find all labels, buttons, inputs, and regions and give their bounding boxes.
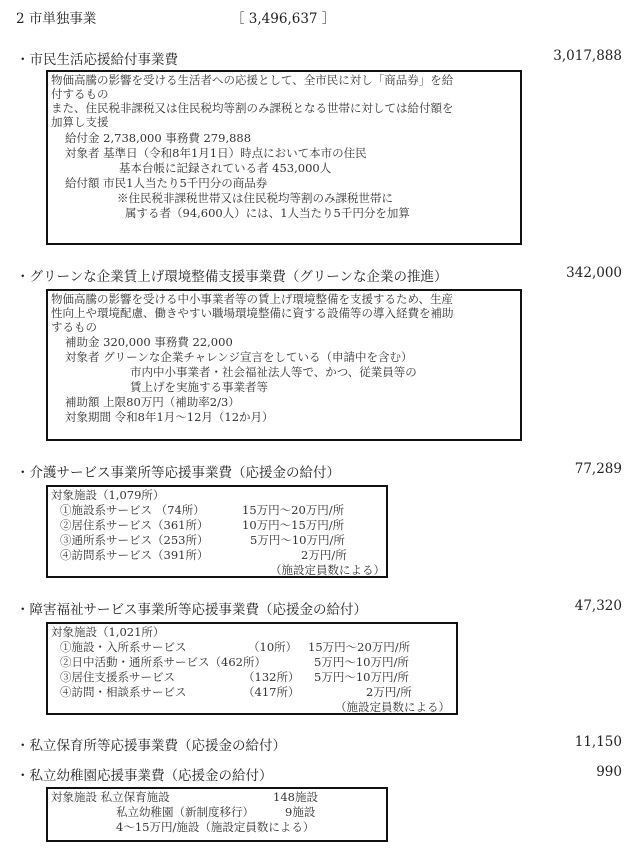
- section-total: ［ 3,496,637 ］: [231, 11, 336, 27]
- box-line: ※住民税非課税世帯又は住民税均等割のみ課税世帯に: [117, 191, 393, 205]
- detail-box: [46, 70, 522, 245]
- detail-box: [46, 289, 522, 441]
- detail-box: [46, 622, 458, 715]
- box-line: （施設定員数による）: [270, 563, 385, 577]
- box-line: ③居住支援系サービス: [60, 670, 175, 684]
- item-title: ・障害福祉サービス事業所等応援事業費（応援金の給付）: [16, 602, 367, 618]
- box-line: ①施設系サービス （74所）: [60, 503, 205, 517]
- box-line: 対象者 基準日（令和8年1月1日）時点において本市の住民: [65, 146, 367, 160]
- box-line: 私立幼稚園（新制度移行）: [116, 805, 254, 819]
- box-line: 性向上や環境配慮、働きやすい職場環境整備に資する設備等の導入経費を補助: [51, 306, 454, 320]
- box-line: （132所）: [243, 670, 300, 684]
- box-line: 給付額 市民1人当たり5千円分の商品券: [65, 176, 268, 190]
- box-line: 148施設: [273, 790, 318, 804]
- box-line: （417所）: [243, 685, 300, 699]
- box-line: （施設定員数による）: [335, 700, 450, 714]
- detail-box: [46, 485, 388, 578]
- box-line: ①施設・入所系サービス: [60, 640, 187, 654]
- box-line: 対象期間 令和8年1月～12月（12か月）: [65, 410, 274, 424]
- detail-box: [46, 787, 388, 842]
- item-title: ・グリーンな企業賃上げ環境整備支援事業費（グリーンな企業の推進）: [16, 269, 448, 285]
- box-line: 5万円～10万円/所: [314, 670, 409, 684]
- box-line: 対象施設（1,021所）: [51, 625, 165, 639]
- box-line: ④訪問系サービス（391所）: [60, 548, 209, 562]
- box-line: 10万円～15万円/所: [242, 518, 345, 532]
- item-title: ・私立保育所等応援事業費（応援金の給付）: [16, 738, 286, 754]
- item-title: ・私立幼稚園応援事業費（応援金の給付）: [16, 768, 273, 784]
- box-line: 属する者（94,600人）には、1人当たり5千円分を加算: [125, 206, 410, 220]
- box-line: ②居住系サービス（361所）: [60, 518, 209, 532]
- box-line: するもの: [51, 320, 97, 334]
- box-line: 2万円/所: [366, 685, 412, 699]
- item-amount: 11,150: [574, 734, 622, 750]
- box-line: 15万円～20万円/所: [308, 640, 411, 654]
- box-line: 市内中小事業者・社会福祉法人等で、かつ、従業員等の: [130, 365, 417, 379]
- box-line: 15万円～20万円/所: [242, 503, 345, 517]
- box-line: 4～15万円/施設（施設定員数による）: [116, 820, 315, 834]
- item-title: ・介護サービス事業所等応援事業費（応援金の給付）: [16, 465, 340, 481]
- box-line: （10所）: [248, 640, 298, 654]
- box-line: 補助金 320,000 事務費 22,000: [65, 335, 233, 349]
- box-line: 加算し支援: [51, 115, 109, 129]
- box-line: 2万円/所: [301, 548, 347, 562]
- section-heading: 2 市単独事業: [16, 11, 97, 27]
- box-line: 賃上げを実施する事業者等: [130, 380, 268, 394]
- box-line: ②日中活動・通所系サービス（462所）: [60, 655, 266, 669]
- box-line: 対象施設（1,079所）: [51, 488, 165, 502]
- box-line: 9施設: [285, 805, 316, 819]
- box-line: また、住民税非課税又は住民税均等割のみ課税となる世帯に対しては給付額を: [51, 101, 454, 115]
- item-title: ・市民生活応援給付事業費: [16, 52, 178, 68]
- box-line: 物価高騰の影響を受ける生活者への応援として、全市民に対し「商品券」を給: [51, 73, 454, 87]
- box-line: 給付金 2,738,000 事務費 279,888: [65, 131, 252, 145]
- box-line: 5万円～10万円/所: [250, 533, 345, 547]
- box-line: 付するもの: [51, 87, 109, 101]
- box-line: 物価高騰の影響を受ける中小事業者等の賃上げ環境整備を支援するため、生産: [51, 292, 454, 306]
- box-line: 5万円～10万円/所: [314, 655, 409, 669]
- item-amount: 3,017,888: [553, 48, 622, 64]
- box-line: ③通所系サービス（253所）: [60, 533, 209, 547]
- item-amount: 342,000: [566, 265, 622, 281]
- box-line: 基本台帳に記録されている者 453,000人: [119, 161, 332, 175]
- box-line: 対象者 グリーンな企業チャレンジ宣言をしている（申請中を含む）: [65, 350, 413, 364]
- box-line: 補助額 上限80万円（補助率2/3）: [65, 395, 240, 409]
- item-amount: 77,289: [574, 461, 622, 477]
- item-amount: 990: [596, 764, 622, 780]
- item-amount: 47,320: [574, 598, 622, 614]
- box-line: 対象施設 私立保育施設: [51, 790, 170, 804]
- box-line: ④訪問・相談系サービス: [60, 685, 187, 699]
